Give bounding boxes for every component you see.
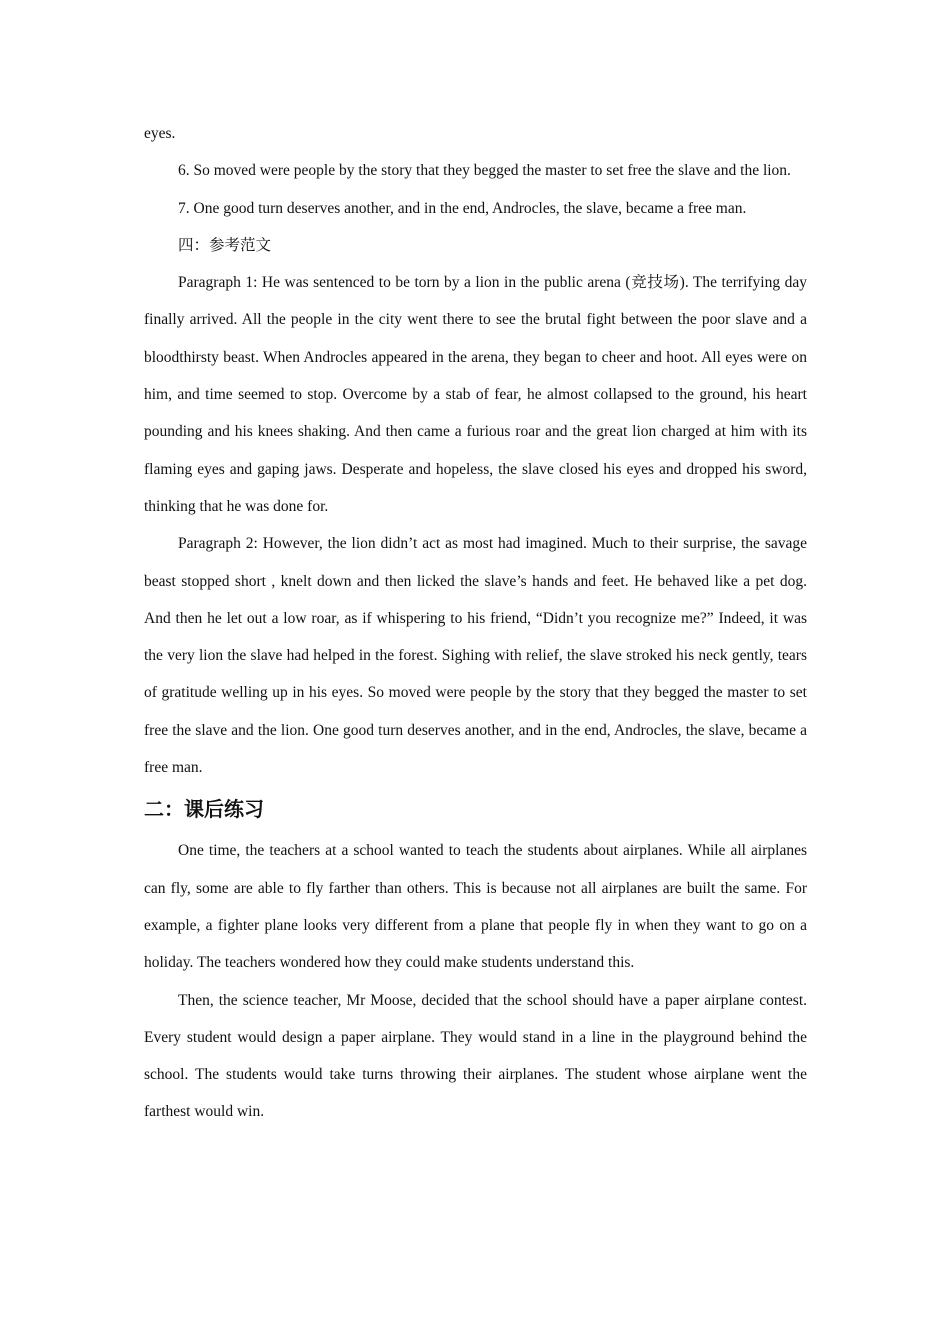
model-paragraph-1: Paragraph 1: He was sentenced to be torn by a lion in the public arena (竞技场). The terrifying day finally arrived. All the people in the city went there to see the brutal fight between the poor slave and a bloodthirsty beast. When Androcles appeared in the arena, they began to cheer and hoot. All eyes were on him, and time seemed to stop. Overcome by a stab of fear, he almost collapsed to the ground, his heart pounding and his knees shaking. And then came a furious roar and the great lion charged at him with its flaming eyes and gaping jaws. Desperate and hopeless, the slave closed his eyes and dropped his sword, thinking that he was done for.: [144, 274, 807, 515]
continuation-text: eyes.: [144, 125, 176, 142]
exercise-paragraph-1: One time, the teachers at a school wanted to teach the students about airplanes. While all airplanes can fly, some are able to fly farther than others. This is because not all airplanes are built the same. For example, a fighter plane looks very different from a plane that people fly in when they want to go on a holiday. The teachers wondered how they could make students understand this.: [144, 842, 807, 972]
section-four-label: 四：参考范文: [178, 236, 272, 254]
section-two-heading: 二：课后练习: [144, 797, 264, 822]
model-paragraph-2: Paragraph 2: However, the lion didn’t act as most had imagined. Much to their surprise, the savage beast stopped short , knelt down and then licked the slave’s hands and feet. He behaved like a pet dog. And then he let out a low roar, as if whispering to his friend, “Didn’t you recognize me?” Indeed, it was the very lion the slave had helped in the forest. Sighing with relief, the slave stroked his neck gently, tears of gratitude welling up in his eyes. So moved were people by the story that they begged the master to set free the slave and the lion. One good turn deserves another, and in the end, Androcles, the slave, became a free man.: [144, 535, 807, 777]
item-6: 6. So moved were people by the story that they begged the master to set free the slave and the lion.: [178, 162, 791, 180]
document-page: [144, 115, 807, 1131]
item-7: 7. One good turn deserves another, and in the end, Androcles, the slave, became a free man.: [178, 199, 747, 217]
exercise-paragraph-2: Then, the science teacher, Mr Moose, decided that the school should have a paper airplane contest. Every student would design a paper airplane. They would stand in a line in the playground behind the school. The students would take turns throwing their airplanes. The student whose airplane went the farthest would win.: [144, 991, 807, 1121]
